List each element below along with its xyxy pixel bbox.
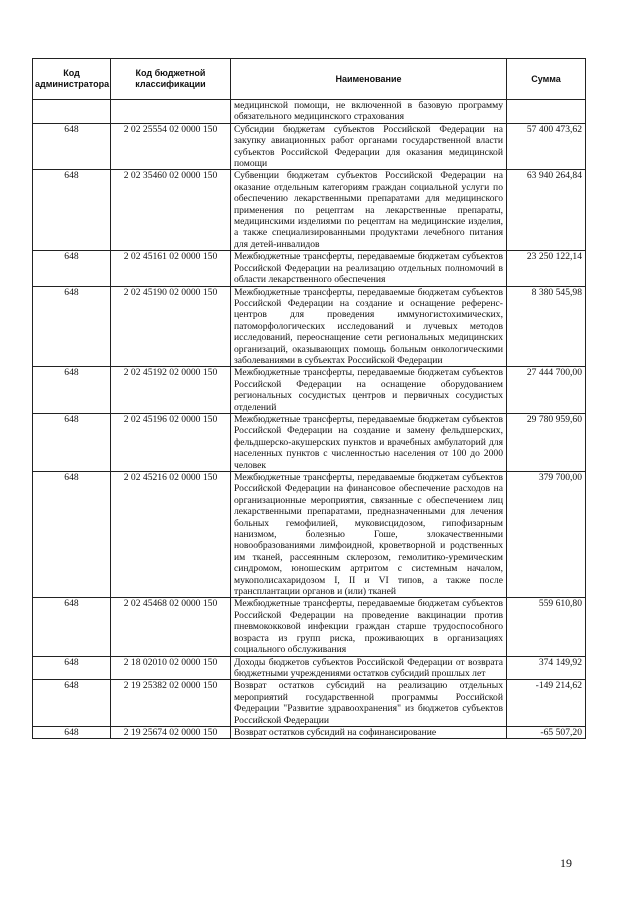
row-budget-code: 2 02 45468 02 0000 150 bbox=[111, 598, 231, 656]
row-name: Межбюджетные трансферты, передаваемые бюджетам субъектов Российской Федерации на финансовое обеспечение расходов на организационные мероприятия, связанные с обеспечением лиц лекарственными препаратами, предназначенными для лечения больных гемофилией, муковисцидозом, гипофизарным нанизмом, болезнью Гоше, злокачественными новообразованиями лимфоидной, кроветворной и родственных им тканей, рассеянным склерозом, гемолитико-уремическим синдромом, юношеским артритом с системным началом, мукополисахаридозом I, II и VI типов, а также после трансплантации органов и (или) тканей bbox=[231, 472, 507, 598]
table-row bbox=[33, 726, 586, 738]
row-admin-code: 648 bbox=[33, 123, 111, 170]
header-name: Наименование bbox=[231, 59, 507, 100]
row-sum: -65 507,20 bbox=[507, 726, 586, 738]
table-row bbox=[33, 598, 586, 656]
table-row bbox=[33, 251, 586, 286]
continuation-admin bbox=[33, 100, 111, 124]
row-name: Доходы бюджетов субъектов Российской Федерации от возврата бюджетными учреждениями остатков субсидий прошлых лет bbox=[231, 656, 507, 680]
revenue-table bbox=[32, 58, 586, 739]
row-name: Межбюджетные трансферты, передаваемые бюджетам субъектов Российской Федерации на создание и оснащение референс-центров для проведения иммуногистохимических, патоморфологических исследований и лучевых методов исследований, переоснащение сети региональных медицинских организаций, оказывающих помощь больным онкологическими заболеваниями в субъектах Российской Федерации bbox=[231, 286, 507, 367]
table-row bbox=[33, 413, 586, 471]
row-budget-code: 2 02 45216 02 0000 150 bbox=[111, 472, 231, 598]
row-name: Межбюджетные трансферты, передаваемые бюджетам субъектов Российской Федерации на проведение вакцинации против пневмококковой инфекции граждан старше трудоспособного возраста из групп риска, проживающих в организациях социального обслуживания bbox=[231, 598, 507, 656]
row-sum: 63 940 264,84 bbox=[507, 170, 586, 251]
row-budget-code: 2 02 25554 02 0000 150 bbox=[111, 123, 231, 170]
row-sum: 57 400 473,62 bbox=[507, 123, 586, 170]
row-name: Субсидии бюджетам субъектов Российской Федерации на закупку авиационных работ органами государственной власти субъектов Российской Федерации для оказания медицинской помощи bbox=[231, 123, 507, 170]
table-row bbox=[33, 656, 586, 680]
table-row bbox=[33, 123, 586, 170]
continuation-row bbox=[33, 100, 586, 124]
row-admin-code: 648 bbox=[33, 680, 111, 727]
row-admin-code: 648 bbox=[33, 413, 111, 471]
row-name: Межбюджетные трансферты, передаваемые бюджетам субъектов Российской Федерации на реализацию отдельных полномочий в области лекарственного обеспечения bbox=[231, 251, 507, 286]
continuation-sum bbox=[507, 100, 586, 124]
row-name: Возврат остатков субсидий на софинансирование bbox=[231, 726, 507, 738]
continuation-code bbox=[111, 100, 231, 124]
row-admin-code: 648 bbox=[33, 367, 111, 414]
header-budget-code: Код бюджетной классификации bbox=[111, 59, 231, 100]
row-budget-code: 2 19 25674 02 0000 150 bbox=[111, 726, 231, 738]
row-admin-code: 648 bbox=[33, 472, 111, 598]
table-row bbox=[33, 286, 586, 367]
row-budget-code: 2 02 45161 02 0000 150 bbox=[111, 251, 231, 286]
row-sum: 29 780 959,60 bbox=[507, 413, 586, 471]
row-budget-code: 2 02 45192 02 0000 150 bbox=[111, 367, 231, 414]
table-header-row bbox=[33, 59, 586, 100]
row-sum: 374 149,92 bbox=[507, 656, 586, 680]
row-sum: 23 250 122,14 bbox=[507, 251, 586, 286]
row-name: Субвенции бюджетам субъектов Российской Федерации на оказание отдельным категориям граждан социальной услуги по обеспечению лекарственными препаратами для медицинского применения по рецептам на лекарственные препараты, медицинскими изделиями по рецептам на медицинские изделия, а также специализированными продуктами лечебного питания для детей-инвалидов bbox=[231, 170, 507, 251]
page-number: 19 bbox=[560, 856, 572, 870]
row-name: Межбюджетные трансферты, передаваемые бюджетам субъектов Российской Федерации на создание и замену фельдшерских, фельдшерско-акушерских пунктов и врачебных амбулаторий для населенных пунктов с численностью населения от 100 до 2000 человек bbox=[231, 413, 507, 471]
row-admin-code: 648 bbox=[33, 286, 111, 367]
continuation-text: медицинской помощи, не включенной в базовую программу обязательного медицинского страхования bbox=[231, 100, 507, 124]
row-sum: 559 610,80 bbox=[507, 598, 586, 656]
row-budget-code: 2 19 25382 02 0000 150 bbox=[111, 680, 231, 727]
row-budget-code: 2 02 35460 02 0000 150 bbox=[111, 170, 231, 251]
row-sum: 27 444 700,00 bbox=[507, 367, 586, 414]
row-budget-code: 2 02 45190 02 0000 150 bbox=[111, 286, 231, 367]
row-name: Возврат остатков субсидий на реализацию отдельных мероприятий государственной программы Российской Федерации "Развитие здравоохранения" из бюджетов субъектов Российской Федерации bbox=[231, 680, 507, 727]
row-name: Межбюджетные трансферты, передаваемые бюджетам субъектов Российской Федерации на оснащение оборудованием региональных сосудистых центров и первичных сосудистых отделений bbox=[231, 367, 507, 414]
row-budget-code: 2 02 45196 02 0000 150 bbox=[111, 413, 231, 471]
row-admin-code: 648 bbox=[33, 656, 111, 680]
table-row bbox=[33, 170, 586, 251]
header-admin-code: Код администратора bbox=[33, 59, 111, 100]
table-row bbox=[33, 472, 586, 598]
row-admin-code: 648 bbox=[33, 726, 111, 738]
table-row bbox=[33, 367, 586, 414]
header-sum: Сумма bbox=[507, 59, 586, 100]
row-admin-code: 648 bbox=[33, 598, 111, 656]
row-budget-code: 2 18 02010 02 0000 150 bbox=[111, 656, 231, 680]
row-sum: -149 214,62 bbox=[507, 680, 586, 727]
row-sum: 8 380 545,98 bbox=[507, 286, 586, 367]
row-sum: 379 700,00 bbox=[507, 472, 586, 598]
row-admin-code: 648 bbox=[33, 170, 111, 251]
row-admin-code: 648 bbox=[33, 251, 111, 286]
revenue-table-page bbox=[32, 58, 585, 739]
table-row bbox=[33, 680, 586, 727]
